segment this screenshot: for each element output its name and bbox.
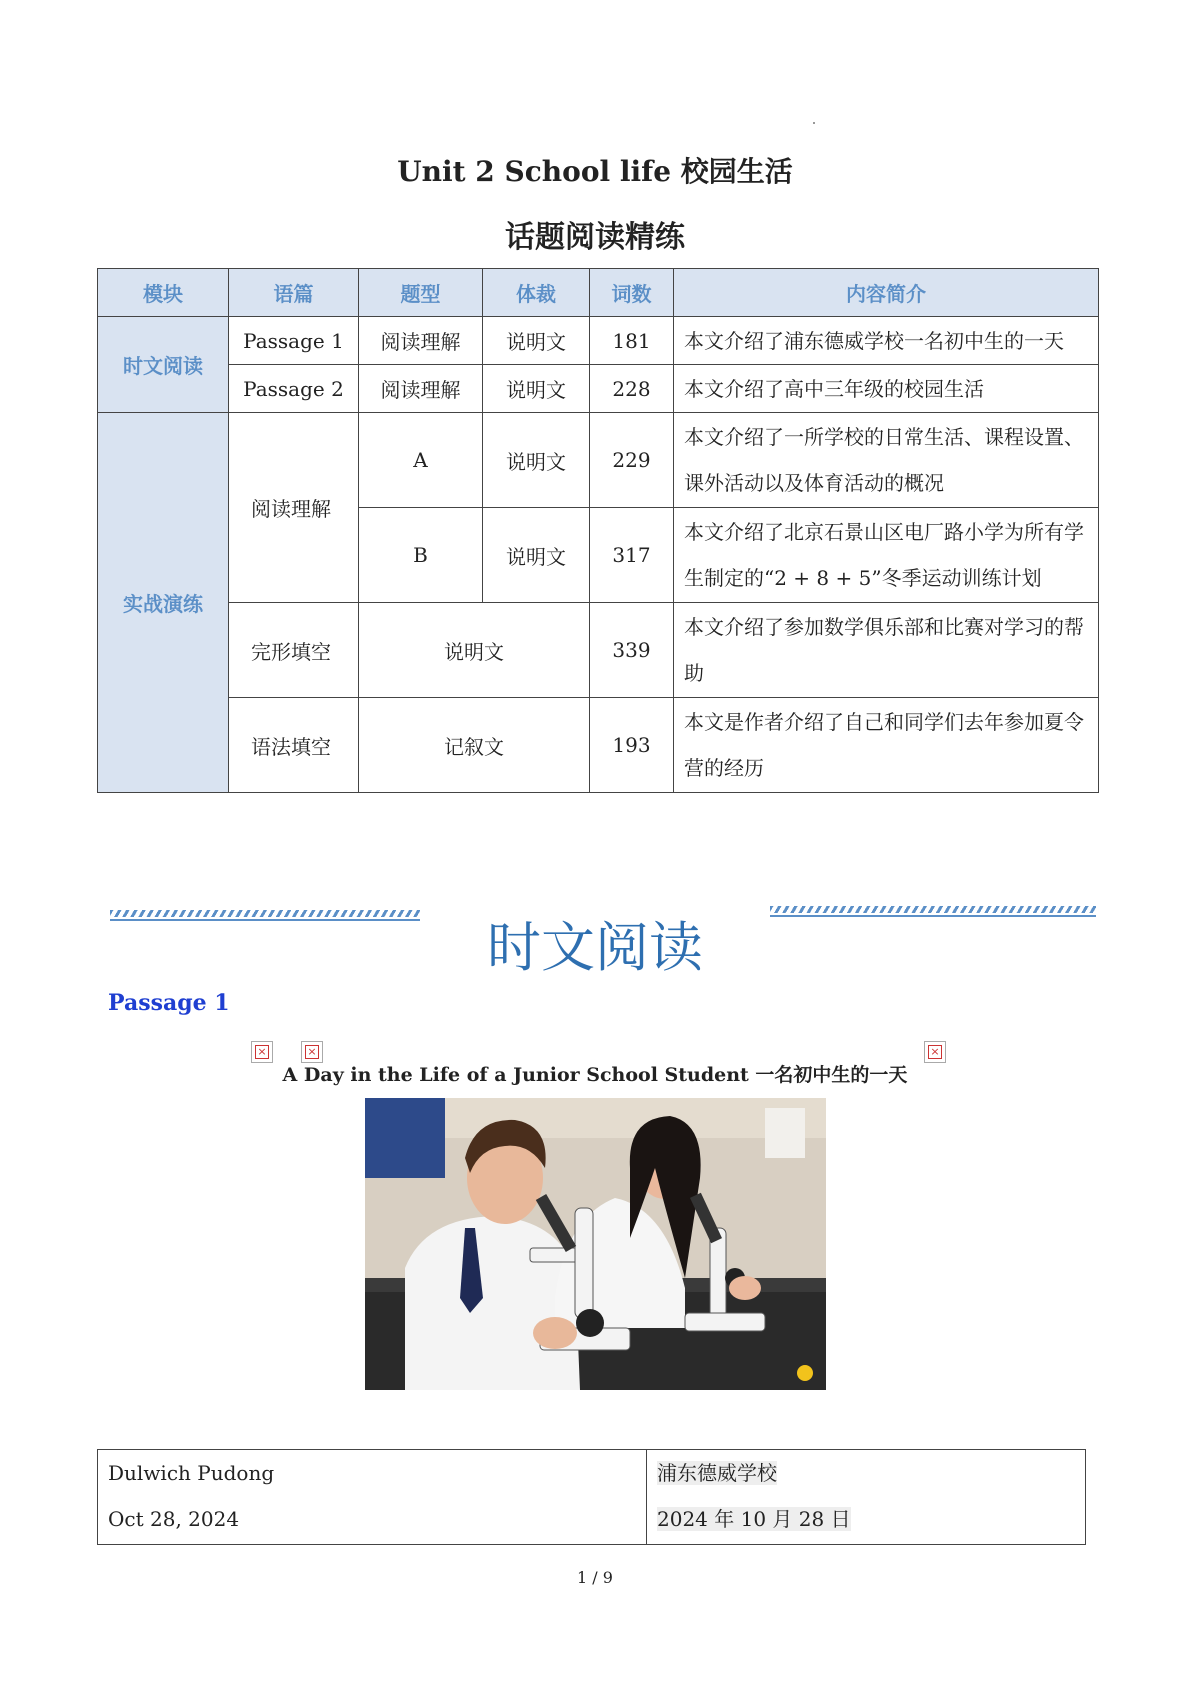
genre-cell: 说明文 <box>359 603 590 698</box>
students-microscope-photo <box>365 1098 826 1390</box>
broken-image-icon: × <box>251 1041 273 1063</box>
passage-cell: Passage 2 <box>229 365 359 413</box>
module-cell: 时文阅读 <box>98 317 229 413</box>
footer-left-cell <box>98 1450 647 1545</box>
table-row <box>98 698 1099 793</box>
header-cell: 模块 <box>98 269 229 317</box>
genre-cell: 说明文 <box>483 317 590 365</box>
date-cn: 2024 年 10 月 28 日 <box>657 1507 851 1531</box>
genre-cell: 说明文 <box>483 508 590 603</box>
section-title: 时文阅读 <box>487 916 703 979</box>
passage-cell: 完形填空 <box>229 603 359 698</box>
passage-label: Passage 1 <box>108 990 230 1016</box>
school-name-cn: 浦东德威学校 <box>657 1461 777 1485</box>
module-cell: 实战演练 <box>98 413 229 793</box>
school-name-en: Dulwich Pudong <box>108 1461 275 1485</box>
date-en: Oct 28, 2024 <box>108 1507 240 1531</box>
passage-cell: Passage 1 <box>229 317 359 365</box>
footer-right-cell <box>647 1450 1086 1545</box>
header-cell: 体裁 <box>483 269 590 317</box>
table-row <box>98 317 1099 365</box>
footer-table <box>97 1449 1086 1545</box>
words-cell: 193 <box>590 698 674 793</box>
intro-cell: 本文介绍了高中三年级的校园生活 <box>674 365 1099 413</box>
genre-cell: 说明文 <box>483 413 590 508</box>
words-cell: 229 <box>590 413 674 508</box>
intro-cell: 本文介绍了一所学校的日常生活、课程设置、课外活动以及体育活动的概况 <box>674 413 1099 508</box>
table-row <box>98 365 1099 413</box>
header-cell: 内容简介 <box>674 269 1099 317</box>
genre-cell: 记叙文 <box>359 698 590 793</box>
broken-image-icon: × <box>301 1041 323 1063</box>
overview-table <box>97 268 1099 793</box>
broken-image-icon: × <box>924 1041 946 1063</box>
passage-cell: 语法填空 <box>229 698 359 793</box>
intro-cell: 本文介绍了浦东德威学校一名初中生的一天 <box>674 317 1099 365</box>
passage-cell: 阅读理解 <box>229 413 359 603</box>
table-row <box>98 603 1099 698</box>
type-cell: B <box>359 508 483 603</box>
header-cell: 题型 <box>359 269 483 317</box>
header-cell: 词数 <box>590 269 674 317</box>
page-subtitle: 话题阅读精练 <box>505 220 685 255</box>
words-cell: 181 <box>590 317 674 365</box>
genre-cell: 说明文 <box>483 365 590 413</box>
table-header-row <box>98 269 1099 317</box>
type-cell: A <box>359 413 483 508</box>
type-cell: 阅读理解 <box>359 365 483 413</box>
words-cell: 317 <box>590 508 674 603</box>
header-cell: 语篇 <box>229 269 359 317</box>
intro-cell: 本文是作者介绍了自己和同学们去年参加夏令营的经历 <box>674 698 1099 793</box>
article-title: A Day in the Life of a Junior School Student 一名初中生的一天 <box>282 1064 908 1086</box>
unit-title: Unit 2 School life 校园生活 <box>397 155 793 188</box>
stray-dot <box>813 122 815 124</box>
page-number: 1 / 9 <box>577 1568 613 1587</box>
words-cell: 228 <box>590 365 674 413</box>
intro-cell: 本文介绍了北京石景山区电厂路小学为所有学生制定的“2 + 8 + 5”冬季运动训练计划 <box>674 508 1099 603</box>
table-row <box>98 413 1099 508</box>
intro-cell: 本文介绍了参加数学俱乐部和比赛对学习的帮助 <box>674 603 1099 698</box>
words-cell: 339 <box>590 603 674 698</box>
type-cell: 阅读理解 <box>359 317 483 365</box>
